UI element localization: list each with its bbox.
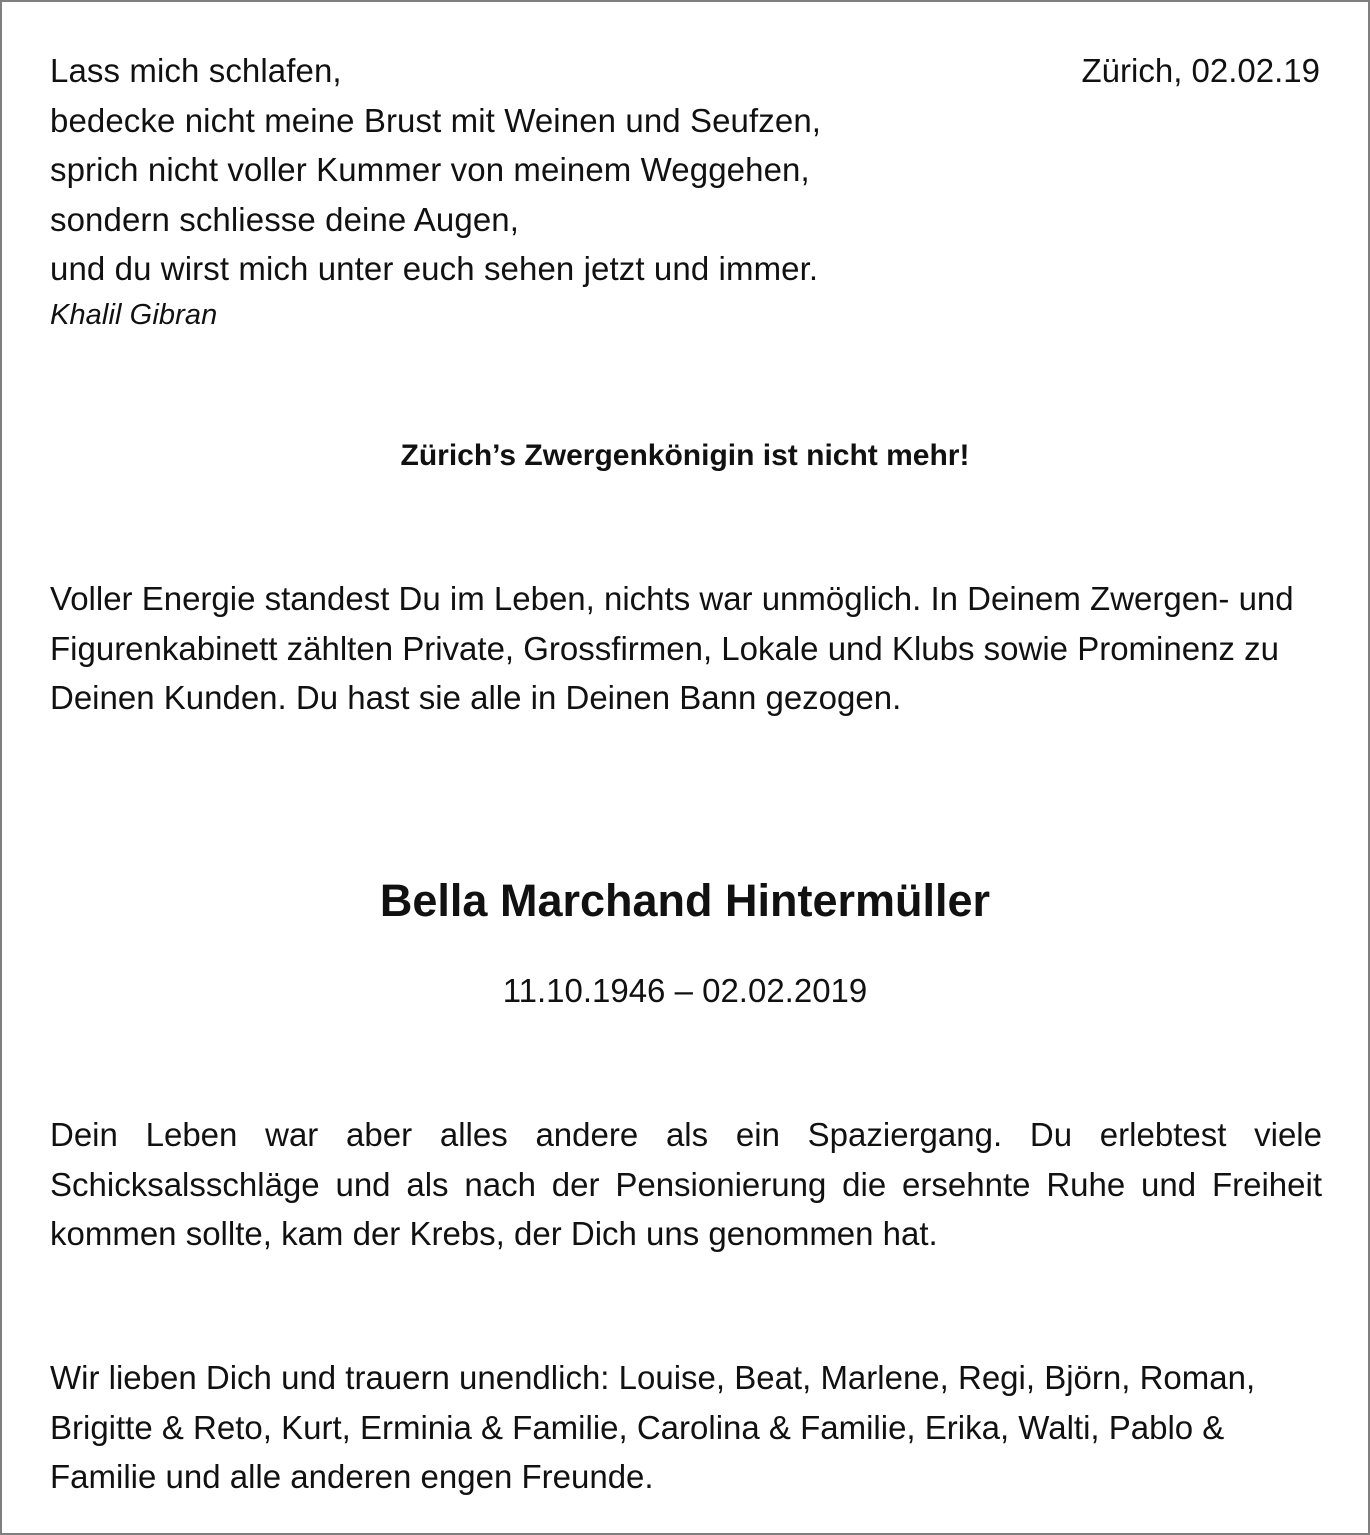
tribute-paragraph: Voller Energie standest Du im Leben, nichts war unmöglich. In Deinem Zwergen- und Figurenkabinett zählten Private, Grossfirmen, Lokale und Klubs sowie Prominenz zu Deinen Kunden. Du hast sie alle in Deinen Bann gezogen.: [50, 580, 1294, 716]
life-paragraph: Dein Leben war aber alles andere als ein Spaziergang. Du erlebtest viele Schicksalsschläge und als nach der Pensionierung die ersehnte Ruhe und Freiheit kommen sollte, kam der Krebs, der Dich uns genommen hat.: [50, 1116, 1322, 1252]
poem-line: Lass mich schlafen,: [50, 52, 342, 89]
poem-line: bedecke nicht meine Brust mit Weinen und Seufzen,: [50, 101, 822, 139]
poem-line: sondern schliesse deine Augen,: [50, 200, 519, 238]
headline: Zürich’s Zwergenkönigin ist nicht mehr!: [400, 439, 970, 472]
deceased-name: Bella Marchand Hintermüller: [379, 875, 991, 926]
poem: [50, 46, 1010, 334]
poem-author: Khalil Gibran: [50, 298, 218, 331]
place-date: Zürich, 02.02.19: [1081, 52, 1320, 89]
lifespan-dates: 11.10.1946 – 02.02.2019: [502, 972, 868, 1009]
poem-line: sprich nicht voller Kummer von meinem Weggehen,: [50, 151, 810, 188]
mourners-paragraph: Wir lieben Dich und trauern unendlich: Louise, Beat, Marlene, Regi, Björn, Roman, Brigitte & Reto, Kurt, Erminia & Familie, Carolina & Familie, Erika, Walti, Pablo & Familie und alle anderen engen Freunde.: [50, 1359, 1256, 1495]
poem-line: und du wirst mich unter euch sehen jetzt und immer.: [50, 250, 819, 287]
